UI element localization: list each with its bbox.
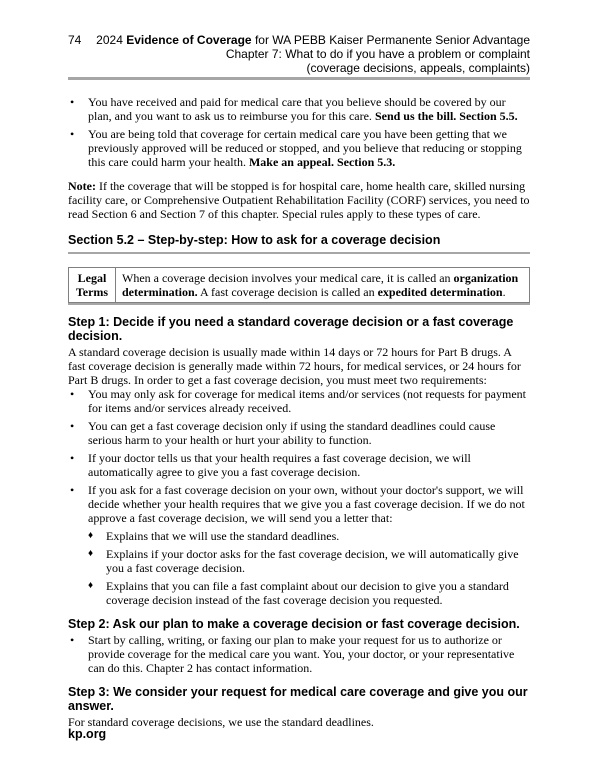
header-chapter-line2: (coverage decisions, appeals, complaints) xyxy=(306,61,530,75)
intro-bullet-text: You are being told that coverage for certain medical care you have been getting that we previously approved will be reduced or stopped, and you believe that reducing or stopping this care could harm your health. xyxy=(88,127,522,169)
page-number: 74 xyxy=(68,33,82,47)
step1-bullet: • You can get a fast coverage decision only if using the standard deadlines could cause serious harm to your health or hurt your ability to function. xyxy=(68,419,530,447)
note-paragraph xyxy=(68,179,530,221)
legal-bold-2: expedited determination xyxy=(377,285,503,299)
header-divider xyxy=(68,77,530,80)
step1-bullet-text: If you ask for a fast coverage decision on your own, without your doctor's support, we will decide whether your health requires that we give you a fast coverage decision. If we do not approve a fast coverage decision, we will send you a letter that: xyxy=(88,483,525,525)
legal-terms-label xyxy=(69,268,116,302)
section-heading: Section 5.2 – Step-by-step: How to ask for a coverage decision xyxy=(68,233,441,247)
legal-label-line1: Legal xyxy=(77,271,107,285)
header-chapter-line1: Chapter 7: What to do if you have a problem or complaint xyxy=(225,47,530,61)
intro-bullet xyxy=(68,127,530,169)
legal-label-line2: Terms xyxy=(75,285,109,299)
step1-heading: Step 1: Decide if you need a standard coverage decision or a fast coverage decision. xyxy=(68,315,514,343)
step3-text: For standard coverage decisions, we use the standard deadlines. xyxy=(68,715,374,729)
step1-bullet xyxy=(68,483,530,607)
page-content xyxy=(68,95,530,729)
footer-site-link[interactable]: kp.org xyxy=(68,727,107,741)
legal-bold-1: organization determination. xyxy=(122,271,519,299)
legal-terms-box xyxy=(68,267,530,303)
step1-sub-bullet: ♦ Explains if your doctor asks for the fast coverage decision, we will automatically give you a fast coverage decision. xyxy=(88,547,530,575)
note-label: Note: xyxy=(68,179,96,193)
step1-bullet-list xyxy=(68,387,530,607)
legal-text-1: When a coverage decision involves your medical care, it is called an xyxy=(122,271,451,285)
intro-bullet-bold: Send us the bill. Section 5.5. xyxy=(374,109,518,123)
legal-text-2: A fast coverage decision is called an xyxy=(200,285,375,299)
step1-sub-bullet-list xyxy=(88,529,530,607)
header-doc-rest: for WA PEBB Kaiser Permanente Senior Advantage xyxy=(254,33,530,47)
step1-intro: A standard coverage decision is usually made within 14 days or 72 hours for Part B drugs. A fast coverage decision is generally made within 72 hours, for medical services, or 24 hours for Part B drugs. In order to get a fast coverage decision, you must meet two requirements: xyxy=(68,345,521,387)
step1-bullet: • You may only ask for coverage for medical items and/or services (not requests for payment for items and/or services already received. xyxy=(68,387,530,415)
legal-terms-text xyxy=(116,268,529,302)
legal-terms-divider xyxy=(68,303,530,305)
legal-text-3: . xyxy=(502,285,506,299)
step1-sub-bullet: ♦ Explains that we will use the standard deadlines. xyxy=(88,529,530,543)
step1-sub-bullet: ♦ Explains that you can file a fast complaint about our decision to give you a standard coverage decision instead of the fast coverage decision you requested. xyxy=(88,579,530,607)
step2-heading: Step 2: Ask our plan to make a coverage decision or fast coverage decision. xyxy=(68,617,520,631)
note-text: If the coverage that will be stopped is for hospital care, home health care, skilled nursing facility care, or Comprehensive Outpatient Rehabilitation Facility (CORF) services, you need to read Section 6 and Section 7 of this chapter. Special rules apply to these types of care. xyxy=(68,179,530,221)
intro-bullet-bold: Make an appeal. Section 5.3. xyxy=(248,155,396,169)
step2-bullet: • Start by calling, writing, or faxing our plan to make your request for us to authorize or provide coverage for the medical care you want. You, your doctor, or your representative can do this. Chapter 2 has contact information. xyxy=(68,633,530,675)
step1-bullet: • If your doctor tells us that your health requires a fast coverage decision, we will automatically agree to give you a fast coverage decision. xyxy=(68,451,530,479)
page-header xyxy=(68,33,530,75)
intro-bullet-text: You have received and paid for medical care that you believe should be covered by our plan, and you want to ask us to reimburse you for this care. xyxy=(88,95,506,123)
header-year: 2024 xyxy=(96,33,123,47)
section-divider xyxy=(68,252,530,254)
intro-bullet xyxy=(68,95,530,123)
step3-heading: Step 3: We consider your request for medical care coverage and give you our answer. xyxy=(68,685,528,713)
header-title-block xyxy=(68,33,530,75)
step2-bullet-list xyxy=(68,633,530,675)
header-doc-title xyxy=(68,33,530,47)
intro-bullet-list xyxy=(68,95,530,169)
header-doc-bold: Evidence of Coverage xyxy=(126,33,252,47)
